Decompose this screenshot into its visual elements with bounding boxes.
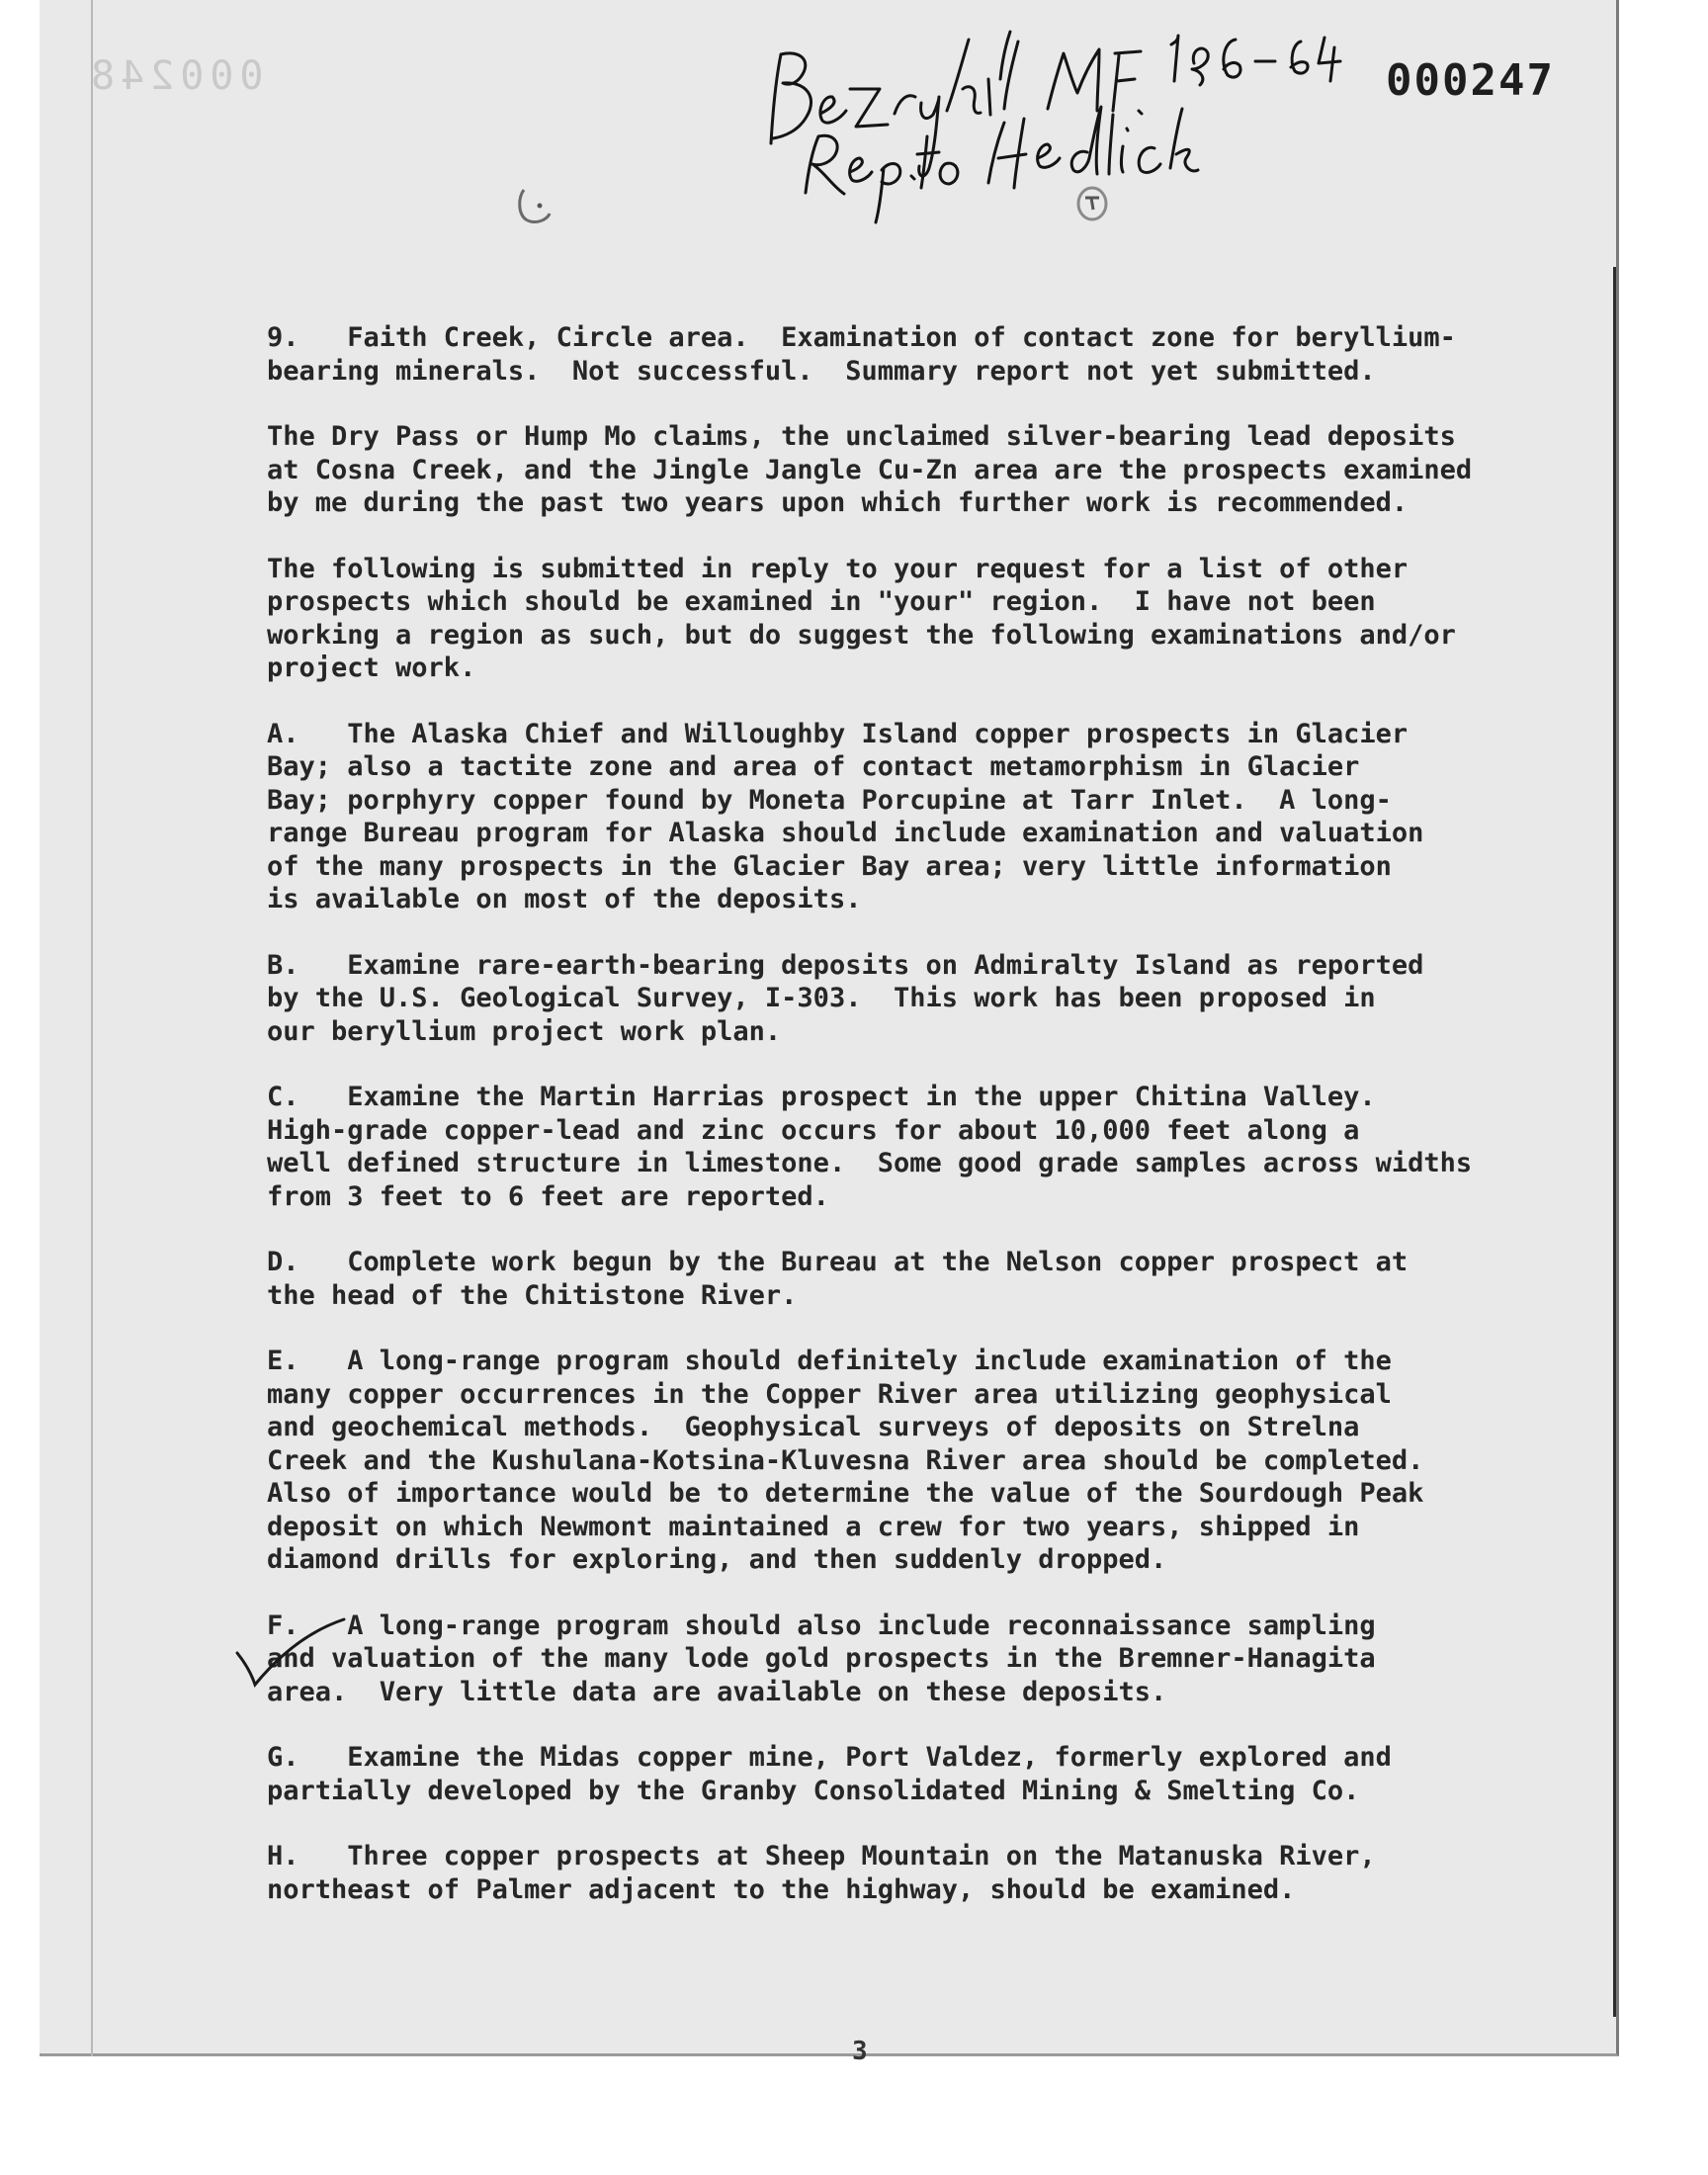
- punch-mark-right: [1068, 178, 1117, 227]
- text-line: E. A long-range program should definitely include examination of the: [267, 1346, 1392, 1376]
- intro-paragraph: [267, 553, 1522, 685]
- text-line: range Bureau program for Alaska should include examination and valuation: [267, 818, 1424, 848]
- item-f-paragraph: [267, 1610, 1522, 1709]
- text-line: deposit on which Newmont maintained a crew for two years, shipped in: [267, 1511, 1360, 1542]
- item-a-paragraph: [267, 718, 1522, 916]
- text-line: The following is submitted in reply to your request for a list of other: [267, 553, 1409, 584]
- punch-mark-left: [514, 184, 563, 227]
- text-line: F. A long-range program should also include reconnaissance sampling: [267, 1610, 1376, 1641]
- item-g-paragraph: [267, 1741, 1522, 1807]
- text-line: B. Examine rare-earth-bearing deposits on Admiralty Island as reported: [267, 949, 1424, 981]
- text-line: G. Examine the Midas copper mine, Port Valdez, formerly explored and: [267, 1742, 1392, 1773]
- text-line: H. Three copper prospects at Sheep Mountain on the Matanuska River,: [267, 1841, 1376, 1871]
- text-line: 9. Faith Creek, Circle area. Examination of contact zone for beryllium-: [267, 322, 1456, 353]
- text-line: the head of the Chitistone River.: [267, 1279, 798, 1311]
- item-h-paragraph: [267, 1840, 1522, 1906]
- text-line: project work.: [267, 652, 476, 683]
- text-line: our beryllium project work plan.: [267, 1015, 782, 1047]
- text-line: from 3 feet to 6 feet are reported.: [267, 1180, 829, 1212]
- text-line: prospects which should be examined in "your" region. I have not been: [267, 586, 1376, 617]
- item-d-paragraph: [267, 1246, 1522, 1312]
- text-line: by the U.S. Geological Survey, I-303. This work has been proposed in: [267, 983, 1376, 1013]
- letter-body: [267, 321, 1522, 1939]
- right-margin-rule: [1613, 267, 1616, 2017]
- text-line: and valuation of the many lode gold prospects in the Bremner-Hanagita: [267, 1643, 1376, 1674]
- text-line: by me during the past two years upon which further work is recommended.: [267, 487, 1409, 518]
- text-line: is available on most of the deposits.: [267, 884, 862, 914]
- page-edge-line: [91, 0, 93, 2056]
- summary-paragraph: [267, 420, 1522, 520]
- text-line: C. Examine the Martin Harrias prospect in the upper Chitina Valley.: [267, 1082, 1376, 1112]
- text-line: and geochemical methods. Geophysical surveys of deposits on Strelna: [267, 1412, 1360, 1442]
- bleed-through-stamp: 000248: [85, 53, 264, 99]
- checkmark-icon: [233, 1613, 352, 1693]
- text-line: High-grade copper-lead and zinc occurs for about 10,000 feet along a: [267, 1114, 1360, 1146]
- text-line: Bay; porphyry copper found by Moneta Porcupine at Tarr Inlet. A long-: [267, 784, 1392, 816]
- text-line: area. Very little data are available on these deposits.: [267, 1676, 1167, 1707]
- text-line: bearing minerals. Not successful. Summary report not yet submitted.: [267, 355, 1376, 387]
- item-c-paragraph: [267, 1081, 1522, 1213]
- text-line: well defined structure in limestone. Some good grade samples across widths: [267, 1148, 1473, 1178]
- text-line: The Dry Pass or Hump Mo claims, the unclaimed silver-bearing lead deposits: [267, 421, 1456, 452]
- text-line: many copper occurrences in the Copper River area utilizing geophysical: [267, 1378, 1392, 1410]
- text-line: of the many prospects in the Glacier Bay area; very little information: [267, 850, 1392, 882]
- text-line: Bay; also a tactite zone and area of contact metamorphism in Glacier: [267, 751, 1360, 782]
- text-line: Creek and the Kushulana-Kotsina-Kluvesna River area should be completed.: [267, 1444, 1424, 1476]
- text-line: A. The Alaska Chief and Willoughby Island copper prospects in Glacier: [267, 718, 1409, 749]
- item-e-paragraph: [267, 1345, 1522, 1577]
- item-b-paragraph: [267, 949, 1522, 1049]
- page-number: 3: [852, 2037, 868, 2066]
- text-line: working a region as such, but do suggest the following examinations and/or: [267, 619, 1456, 651]
- item-9-paragraph: [267, 321, 1522, 388]
- text-line: northeast of Palmer adjacent to the highway, should be examined.: [267, 1873, 1296, 1905]
- text-line: diamond drills for exploring, and then suddenly dropped.: [267, 1544, 1167, 1575]
- text-line: Also of importance would be to determine the value of the Sourdough Peak: [267, 1478, 1424, 1509]
- text-line: partially developed by the Granby Consolidated Mining & Smelting Co.: [267, 1775, 1360, 1806]
- text-line: D. Complete work begun by the Bureau at the Nelson copper prospect at: [267, 1247, 1409, 1277]
- document-number-stamp: 000247: [1386, 55, 1555, 106]
- text-line: at Cosna Creek, and the Jingle Jangle Cu-Zn area are the prospects examined: [267, 454, 1473, 485]
